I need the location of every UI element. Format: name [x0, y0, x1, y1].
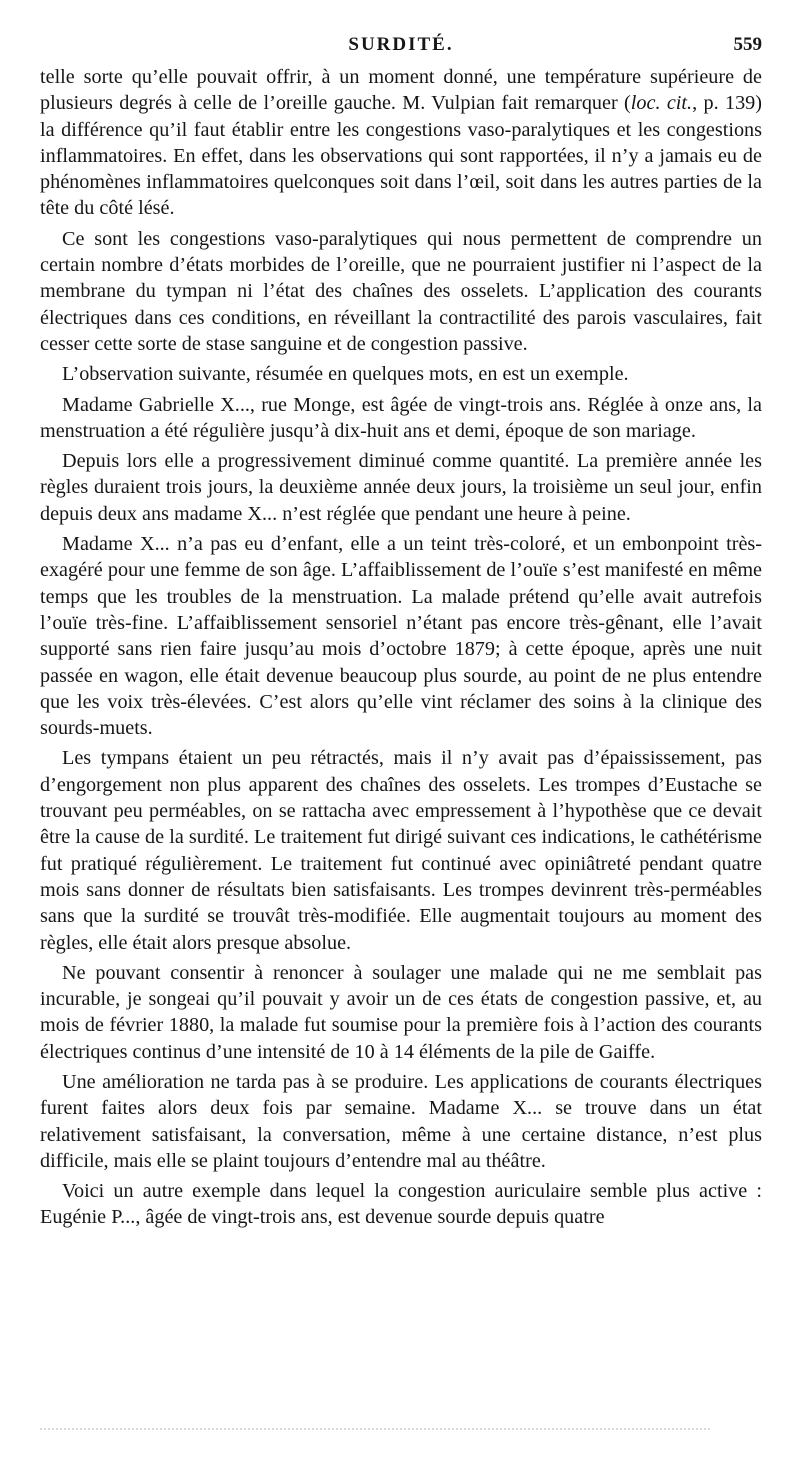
text-run: , p. 139) la différence qu’il faut établir entre les congestions vaso-paralytiques et les congestions inflammatoires. En effet, dans les observations qui sont rapportées, il n’y a jamais eu de phénomènes inflammatoires quelconques soit dans l’œil, soit dans les autres parties de la tête du côté lésé.	[40, 92, 762, 220]
body-text	[40, 64, 762, 1231]
text-run: Voici un autre exemple dans lequel la congestion auriculaire semble plus active : Eugénie P..., âgée de vingt-trois ans, est devenue sourde depuis quatre	[40, 1180, 762, 1229]
paragraph	[40, 448, 762, 527]
text-run: Madame Gabrielle X..., rue Monge, est âgée de vingt-trois ans. Réglée à onze ans, la menstruation a été régulière jusqu’à dix-huit ans et demi, époque de son mariage.	[40, 393, 762, 442]
running-title: SURDITÉ.	[348, 34, 454, 55]
paragraph	[40, 1069, 762, 1174]
running-header	[40, 30, 762, 60]
paragraph	[40, 64, 762, 222]
paragraph	[40, 745, 762, 955]
text-run: telle sorte qu’elle pouvait offrir, à un moment donné, une température supérieure de plusieurs degrés à celle de l’oreille gauche. M. Vulpian fait remarquer (	[40, 66, 762, 115]
text-run: Madame X... n’a pas eu d’enfant, elle a un teint très-coloré, et un embonpoint très-exagéré pour une femme de son âge. L’affaiblissement de l’ouïe s’est manifesté en même temps que les troubles de la menstruation. La malade prétend qu’elle avait autrefois l’ouïe très-fine. L’affaiblissement sensoriel n’étant pas encore très-gênant, elle l’avait supporté sans rien faire jusqu’au mois d’octobre 1879; à cette époque, après une nuit passée en wagon, elle était devenue beaucoup plus sourde, au point de ne plus entendre que les voix très-élevées. C’est alors qu’elle vint réclamer des soins à la clinique des sourds-muets.	[40, 533, 762, 740]
paragraph	[40, 1178, 762, 1231]
text-run: Ce sont les congestions vaso-paralytiques qui nous permettent de comprendre un certain nombre d’états morbides de l’oreille, que ne pourraient justifier ni l’aspect de la membrane du tympan ni l’état des chaînes des osselets. L’application des courants électriques dans ces conditions, en réveillant la contractilité des parois vasculaires, fait cesser cette sorte de stase sanguine et de congestion passive.	[40, 227, 762, 355]
paragraph	[40, 226, 762, 357]
paragraph	[40, 392, 762, 445]
book-page	[40, 30, 762, 1231]
italic-text: loc. cit.	[630, 92, 693, 115]
scan-artifact-line	[40, 1428, 710, 1434]
text-run: Depuis lors elle a progressivement diminué comme quantité. La première année les règles duraient trois jours, la deuxième année deux jours, la troisième un seul jour, enfin depuis deux ans madame X... n’est réglée que pendant une heure à peine.	[40, 450, 762, 525]
text-run: Ne pouvant consentir à renoncer à soulager une malade qui ne me semblait pas incurable, je songeai qu’il pouvait y avoir un de ces états de congestion passive, et, au mois de février 1880, la malade fut soumise pour la première fois à l’action des courants électriques continus d’une intensité de 10 à 14 éléments de la pile de Gaiffe.	[40, 961, 762, 1063]
paragraph	[40, 531, 762, 741]
text-run: Les tympans étaient un peu rétractés, mais il n’y avait pas d’épaississement, pas d’engorgement non plus apparent des chaînes des osselets. Les trompes d’Eustache se trouvant peu perméables, on se rattacha avec empressement à l’hypothèse que ce devait être la cause de la surdité. Le traitement fut dirigé suivant ces indications, le cathétérisme fut pratiqué régulièrement. Le traitement fut continué avec opiniâtreté pendant quatre mois sans donner de résultats bien satisfaisants. Les trompes devinrent très-perméables sans que la surdité se trouvât très-modifiée. Elle augmentait toujours au moment des règles, elle était alors presque absolue.	[40, 747, 762, 954]
paragraph	[40, 361, 762, 387]
text-run: L’observation suivante, résumée en quelques mots, en est un exemple.	[62, 363, 629, 386]
paragraph	[40, 960, 762, 1065]
text-run: Une amélioration ne tarda pas à se produire. Les applications de courants électriques furent faites alors deux fois par semaine. Madame X... se trouve dans un état relativement satisfaisant, la conversation, même à une certaine distance, n’est plus difficile, mais elle se plaint toujours d’entendre mal au théâtre.	[40, 1070, 762, 1172]
page-number: 559	[733, 34, 762, 55]
